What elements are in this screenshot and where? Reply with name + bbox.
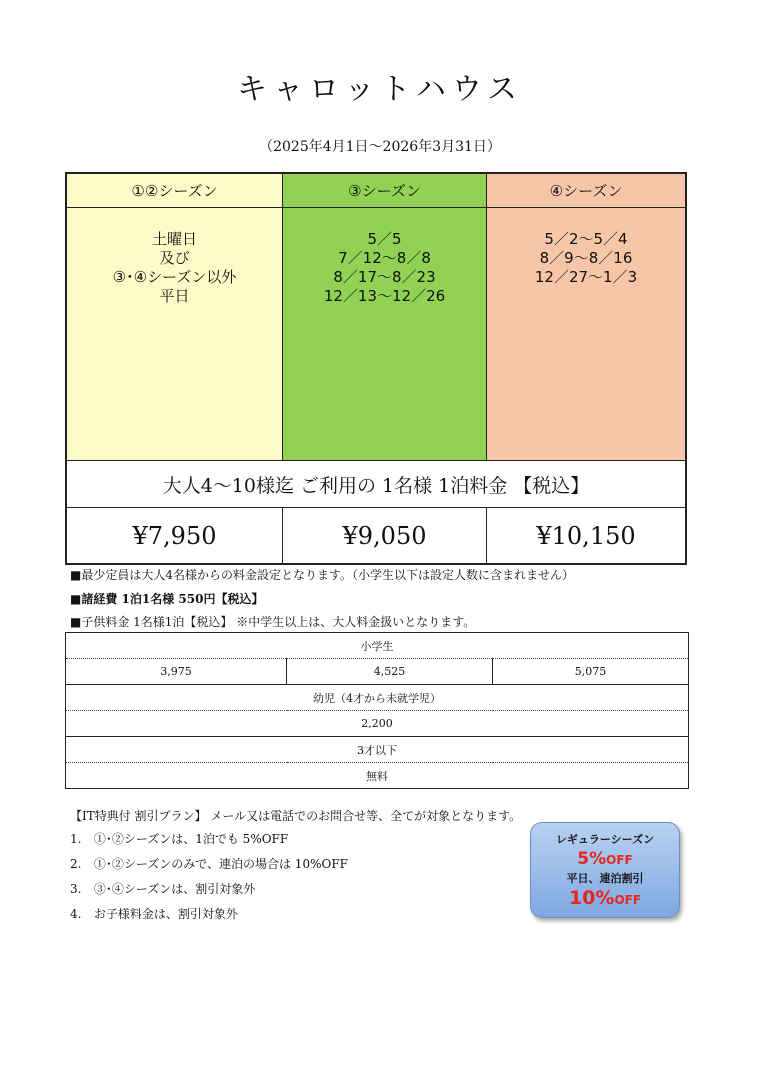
- season-12-date-line: 平日: [159, 287, 190, 305]
- note-fees: ■諸経費 1泊1名様 550円【税込】: [70, 592, 264, 606]
- season-3-dates: [283, 208, 487, 461]
- elementary-price-season-12: 3,975: [66, 659, 287, 685]
- period-text: （2025年4月1日～2026年3月31日）: [259, 139, 501, 155]
- discount-item: [70, 830, 288, 847]
- season-12-header: ①②シーズン: [66, 173, 283, 208]
- discount-item-text: ①･②シーズンのみで、連泊の場合は 10%OFF: [93, 857, 348, 871]
- season-3-header: ③シーズン: [283, 173, 487, 208]
- discount-item-number: 4.: [70, 907, 82, 921]
- discount-item: [70, 855, 348, 872]
- season-4-date-line: 8／9～8／16: [539, 249, 633, 267]
- badge-off-label: OFF: [606, 853, 633, 867]
- under3-price: 無料: [66, 763, 689, 789]
- discount-item: [70, 905, 238, 922]
- season-12-dates: [66, 208, 283, 461]
- price-season-4: ¥10,150: [487, 508, 687, 565]
- discount-item-number: 3.: [70, 882, 82, 896]
- season-4-date-line: 5／2～5／4: [544, 230, 628, 248]
- season-12-date-line: ③･④シーズン以外: [112, 268, 237, 286]
- price-season-12: ¥7,950: [66, 508, 283, 565]
- badge-discount-5: [531, 849, 679, 869]
- discount-item-number: 2.: [70, 857, 82, 871]
- season-4-dates: [487, 208, 687, 461]
- note-minimum-capacity: ■最少定員は大人4名様からの料金設定となります。（小学生以下は設定人数に含まれません）: [70, 568, 575, 582]
- badge-off-label: OFF: [614, 893, 642, 907]
- note-child-rate: ■子供料金 1名様1泊【税込】 ※中学生以上は、大人料金扱いとなります。: [70, 615, 476, 629]
- discount-badge: [530, 822, 680, 918]
- badge-pct-10: 10%: [568, 887, 615, 909]
- price-season-3: ¥9,050: [283, 508, 487, 565]
- preschool-price: 2,200: [66, 711, 689, 737]
- child-price-table: [65, 632, 689, 789]
- page-title: キャロットハウス: [237, 72, 523, 107]
- discount-item-text: お子様料金は、割引対象外: [93, 907, 238, 921]
- badge-pct-5: 5%: [577, 849, 607, 869]
- discount-item-text: ①･②シーズンは、1泊でも 5%OFF: [93, 832, 289, 846]
- discount-item-number: 1.: [70, 832, 82, 846]
- season-12-date-line: 土曜日: [151, 230, 197, 248]
- badge-regular-season: レギュラーシーズン: [555, 833, 655, 846]
- under3-label: 3才以下: [66, 737, 689, 763]
- season-3-date-line: 12／13～12／26: [323, 287, 446, 305]
- season-3-date-line: 7／12～8／8: [338, 249, 431, 267]
- elementary-label: 小学生: [66, 633, 689, 659]
- season-3-date-line: 8／17～8／23: [333, 268, 436, 286]
- season-12-date-line: 及び: [159, 249, 190, 267]
- discount-plan-heading: 【IT特典付 割引プラン】 メール又は電話でのお問合せ等、全てが対象となります。: [70, 809, 522, 823]
- elementary-price-season-4: 5,075: [493, 659, 689, 685]
- preschool-label: 幼児（4才から未就学児）: [66, 685, 689, 711]
- discount-item: [70, 880, 255, 897]
- badge-discount-10: [531, 887, 679, 909]
- season-3-date-line: 5／5: [367, 230, 402, 248]
- discount-item-text: ③･④シーズンは、割引対象外: [93, 882, 256, 896]
- price-condition: 大人4～10様迄 ご利用の 1名様 1泊料金 【税込】: [66, 461, 686, 508]
- season-4-date-line: 12／27～1／3: [534, 268, 638, 286]
- elementary-price-season-3: 4,525: [287, 659, 493, 685]
- badge-weekday-multi-night: 平日、連泊割引: [566, 872, 644, 885]
- season-price-table: [65, 172, 687, 565]
- season-4-header: ④シーズン: [487, 173, 687, 208]
